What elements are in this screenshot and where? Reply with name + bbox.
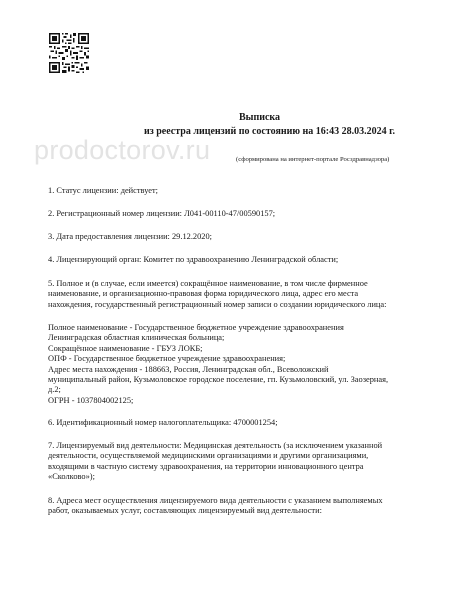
org-full-name: Полное наименование - Государственное бюджетное учреждение здравоохранения: [48, 323, 344, 332]
watermark: prodoctorov.ru: [34, 135, 211, 165]
item-line: нахождения, государственный регистрационный номер записи о создании юридического лица:: [48, 299, 387, 309]
item-line: 8. Адреса мест осуществления лицензируемого вида деятельности с указанием выполняемых: [48, 496, 383, 505]
item-line: 5. Полное и (в случае, если имеется) сокращённое наименование, в том числе фирменное: [48, 279, 368, 288]
org-legal-form: ОПФ - Государственное бюджетное учреждение здравоохранения;: [48, 354, 286, 364]
item-line: деятельности, осуществляемой медицинскими организациями и другими организациями,: [48, 451, 369, 461]
org-short-name: Сокращённое наименование - ГБУЗ ЛОКБ;: [48, 343, 203, 353]
item-inn: 6. Идентификационный номер налогоплательщика: 4700001254;: [48, 418, 278, 427]
item-activity-type: [48, 441, 421, 483]
document-subtitle: из реестра лицензий по состоянию на 16:43 28.03.2024 г.: [143, 126, 396, 137]
item-legal-entity-heading: [48, 279, 421, 310]
item-issue-date: 3. Дата предоставления лицензии: 29.12.2020;: [48, 232, 212, 241]
item-activity-addresses: [48, 496, 421, 517]
org-address-cont: д.2;: [48, 385, 61, 395]
item-line: «Сколково»);: [48, 472, 95, 482]
org-full-name-cont: Ленинградская областная клиническая больница;: [48, 333, 225, 343]
source-note: (сформирована на интернет-портале Росздравнадзора): [236, 156, 390, 163]
item-line: работ, оказываемых услуг, составляющих лицензируемый вид деятельности:: [48, 506, 322, 516]
item-license-status: 1. Статус лицензии: действует;: [48, 186, 158, 195]
item-line: 7. Лицензируемый вид деятельности: Медицинская деятельность (за исключением указанной: [48, 441, 383, 450]
document-title: Выписка: [238, 112, 281, 123]
item-licensing-authority: 4. Лицензирующий орган: Комитет по здравоохранению Ленинградской области;: [48, 255, 339, 264]
org-address: Адрес места нахождения - 188663, Россия, Ленинградская обл., Всеволожский: [48, 364, 329, 374]
org-address-cont: муниципальный район, Кузьмоловское городское поселение, гп. Кузьмоловский, ул. Заозерная,: [48, 375, 389, 385]
item-registration-number: 2. Регистрационный номер лицензии: Л041-00110-47/00590157;: [48, 209, 276, 218]
qr-code: [49, 33, 89, 73]
organization-details: [48, 323, 421, 406]
org-ogrn: ОГРН - 1037804002125;: [48, 395, 134, 405]
item-line: наименование, и организационно-правовая форма юридического лица, адрес его места: [48, 289, 359, 299]
item-line: входящими в частную систему здравоохранения, на территории инновационного центра: [48, 461, 364, 471]
